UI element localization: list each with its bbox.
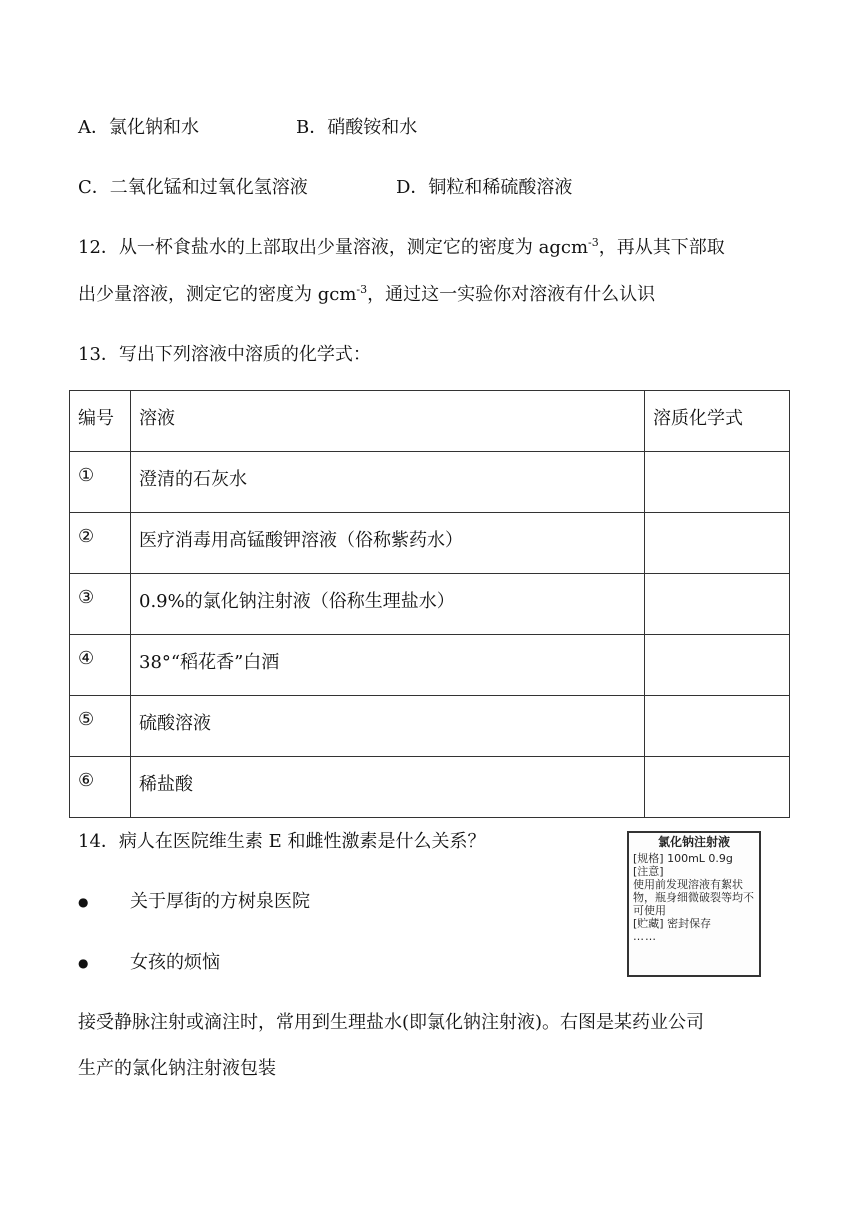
- label-note-head: [注意]: [633, 865, 664, 878]
- option-a: A．氯化钠和水: [78, 117, 199, 138]
- table-row: [70, 452, 790, 513]
- row-formula-cell[interactable]: [645, 696, 790, 757]
- q12-text-2a: 出少量溶液，测定它的密度为 gcm: [78, 284, 357, 305]
- bullet-link[interactable]: 关于厚街的方树泉医院: [130, 891, 310, 912]
- label-title: 氯化钠注射液: [657, 835, 730, 849]
- row-number: ⑤: [70, 696, 131, 757]
- label-dots: ……: [633, 930, 657, 943]
- table-row: [70, 696, 790, 757]
- question-14-title: 14．病人在医院维生素 E 和雌性激素是什么关系？: [78, 831, 486, 852]
- question-13-title: 13．写出下列溶液中溶质的化学式：: [78, 344, 371, 365]
- bullet-link[interactable]: 女孩的烦恼: [130, 952, 220, 973]
- q12-text-1a: 12．从一杯食盐水的上部取出少量溶液，测定它的密度为 agcm: [78, 237, 589, 258]
- bullet-item[interactable]: [78, 950, 438, 976]
- table-header-row: [70, 391, 790, 452]
- bullet-dot-icon: ●: [78, 895, 89, 909]
- header-formula: 溶质化学式: [645, 391, 790, 452]
- bullet-dot-icon: ●: [78, 956, 89, 970]
- q12-sup-1: -3: [588, 236, 599, 249]
- row-formula-cell[interactable]: [645, 574, 790, 635]
- table-row: [70, 574, 790, 635]
- q12-text-1b: ，再从其下部取: [598, 237, 725, 258]
- option-b: B．硝酸铵和水: [296, 117, 418, 138]
- row-formula-cell[interactable]: [645, 635, 790, 696]
- paragraph-line-2: 生产的氯化钠注射液包装: [78, 1058, 276, 1079]
- injection-label-image: [627, 831, 761, 977]
- q12-sup-2: -3: [356, 283, 368, 296]
- row-formula-cell[interactable]: [645, 452, 790, 513]
- q12-text-2b: ，通过这一实验你对溶液有什么认识: [367, 284, 656, 305]
- question-12-line-2: [78, 282, 655, 308]
- table-row: [70, 635, 790, 696]
- row-solution: 医疗消毒用高锰酸钾溶液（俗称紫药水）: [131, 513, 645, 574]
- table-row: [70, 513, 790, 574]
- option-d: D．铜粒和稀硫酸溶液: [396, 177, 573, 198]
- header-number: 编号: [70, 391, 131, 452]
- label-storage: [贮藏] 密封保存: [633, 917, 712, 930]
- row-solution: 澄清的石灰水: [131, 452, 645, 513]
- header-solution: 溶液: [131, 391, 645, 452]
- row-number: ③: [70, 574, 131, 635]
- row-solution: 稀盐酸: [131, 757, 645, 818]
- solutions-table: [69, 390, 790, 818]
- row-number: ①: [70, 452, 131, 513]
- question-12-line-1: [78, 235, 725, 261]
- row-formula-cell[interactable]: [645, 513, 790, 574]
- table-row: [70, 757, 790, 818]
- row-formula-cell[interactable]: [645, 757, 790, 818]
- row-number: ④: [70, 635, 131, 696]
- bullet-item[interactable]: [78, 889, 438, 915]
- row-solution: 38°“稻花香”白酒: [131, 635, 645, 696]
- row-number: ⑥: [70, 757, 131, 818]
- option-c: C．二氧化锰和过氧化氢溶液: [78, 177, 308, 198]
- paragraph-line-1: 接受静脉注射或滴注时，常用到生理盐水(即氯化钠注射液)。右图是某药业公司: [78, 1012, 705, 1033]
- row-solution: 硫酸溶液: [131, 696, 645, 757]
- row-solution: 0.9%的氯化钠注射液（俗称生理盐水）: [131, 574, 645, 635]
- label-note-body: 使用前发现溶液有絮状物，瓶身细微破裂等均不可使用: [633, 878, 754, 917]
- label-spec: [规格] 100mL 0.9g: [633, 852, 733, 865]
- row-number: ②: [70, 513, 131, 574]
